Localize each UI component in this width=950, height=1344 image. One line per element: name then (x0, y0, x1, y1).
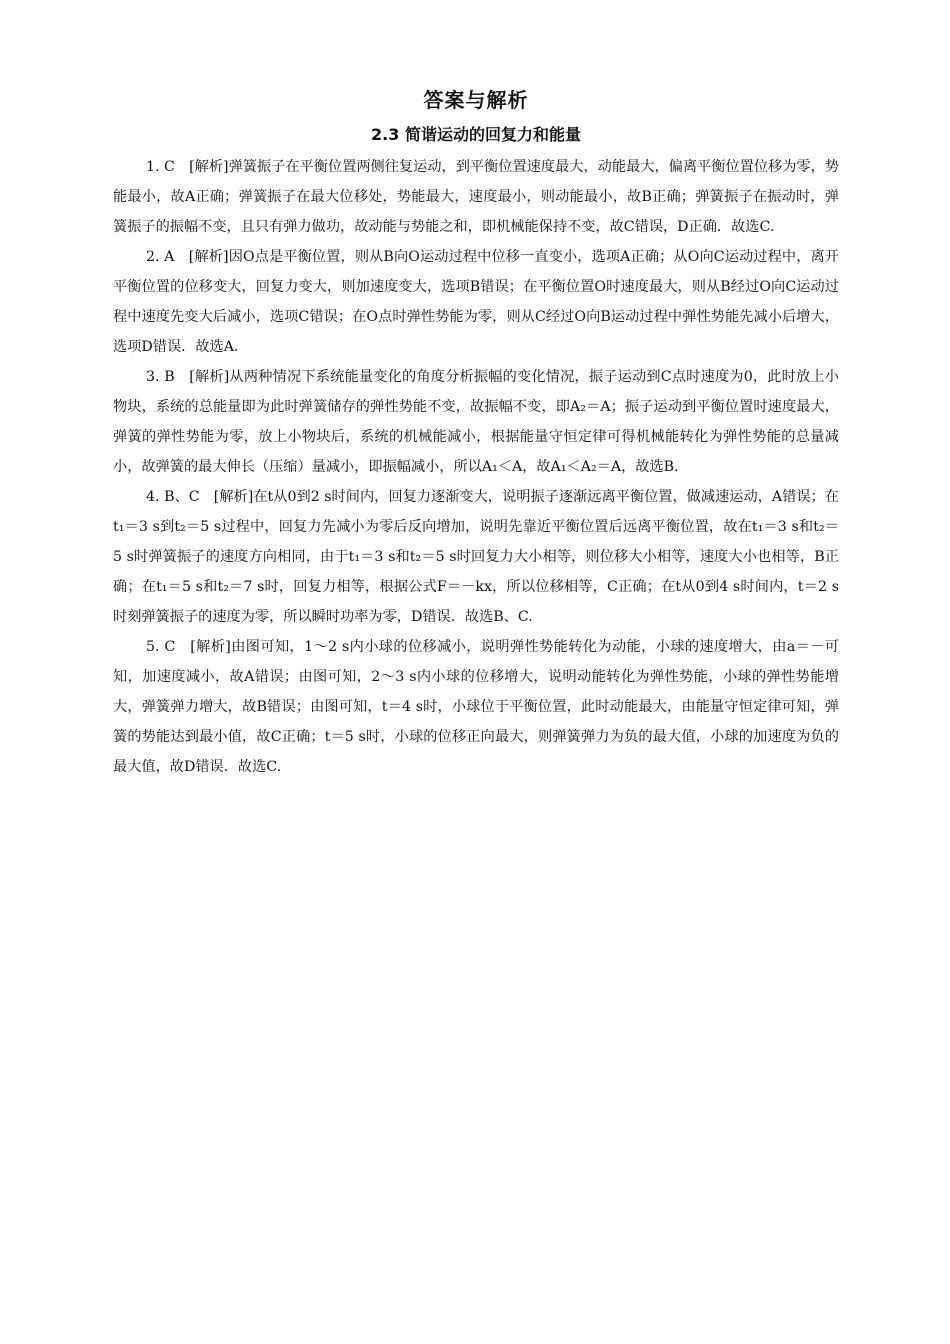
answer-3: 3. B [解析]从两种情况下系统能量变化的角度分析振幅的变化情况，振子运动到C点时速度为0，此时放上小物块，系统的总能量即为此时弹簧储存的弹性势能不变，故振幅不变，即A₂＝A；振子运动到平衡位置时速度最大，弹簧的弹性势能为零，放上小物块后，系统的机械能减小，根据能量守恒定律可得机械能转化为弹性势能的总量减小，故弹簧的最大伸长（压缩）量减小，即振幅减小，所以A₁＜A，故A₁＜A₂＝A，故选B. (113, 369, 839, 475)
answer-1: 1. C [解析]弹簧振子在平衡位置两侧往复运动，到平衡位置速度最大，动能最大，偏离平衡位置位移为零，势能最小，故A正确；弹簧振子在最大位移处，势能最大，速度最小，则动能最小，故B正确；弹簧振子在振动时，弹簧振子的振幅不变，且只有弹力做功，故动能与势能之和，即机械能保持不变，故C错误，D正确．故选C. (113, 159, 839, 235)
answer-5: 5. C [解析]由图可知，1～2 s内小球的位移减小，说明弹性势能转化为动能，小球的速度增大，由a＝－可知，加速度减小，故A错误；由图可知，2～3 s内小球的位移增大，说明动能转化为弹性势能，小球的弹性势能增大，弹簧弹力增大，故B错误；由图可知，t＝4 s时，小球位于平衡位置，此时动能最大，由能量守恒定律可知，弹簧的势能达到最小值，故C正确；t＝5 s时，小球的位移正向最大，则弹簧弹力为负的最大值，小球的加速度为负的最大值，故D错误．故选C. (113, 639, 839, 775)
section-title: 2.3 简谐运动的回复力和能量 (371, 125, 581, 144)
document-page (113, 86, 839, 782)
page-title: 答案与解析 (423, 88, 529, 112)
answer-2: 2. A [解析]因O点是平衡位置，则从B向O运动过程中位移一直变小，选项A正确；从O向C运动过程中，离开平衡位置的位移变大，回复力变大，则加速度变大，选项B错误；在平衡位置O时速度最大，则从B经过O向C运动过程中速度先变大后减小，选项C错误；在O点时弹性势能为零，则从C经过O向B运动过程中弹性势能先减小后增大，选项D错误．故选A. (113, 249, 839, 355)
answer-4: 4. B、C [解析]在t从0到2 s时间内，回复力逐渐变大，说明振子逐渐远离平衡位置，做减速运动，A错误；在t₁＝3 s到t₂＝5 s过程中，回复力先减小为零后反向增加，说明先靠近平衡位置后远离平衡位置，故在t₁＝3 s和t₂＝5 s时弹簧振子的速度方向相同，由于t₁＝3 s和t₂＝5 s时回复力大小相等，则位移大小相等，速度大小也相等，B正确；在t₁＝5 s和t₂＝7 s时，回复力相等，根据公式F＝－kx，所以位移相等，C正确；在t从0到4 s时间内，t＝2 s时刻弹簧振子的速度为零，所以瞬时功率为零，D错误．故选B、C. (113, 489, 839, 625)
